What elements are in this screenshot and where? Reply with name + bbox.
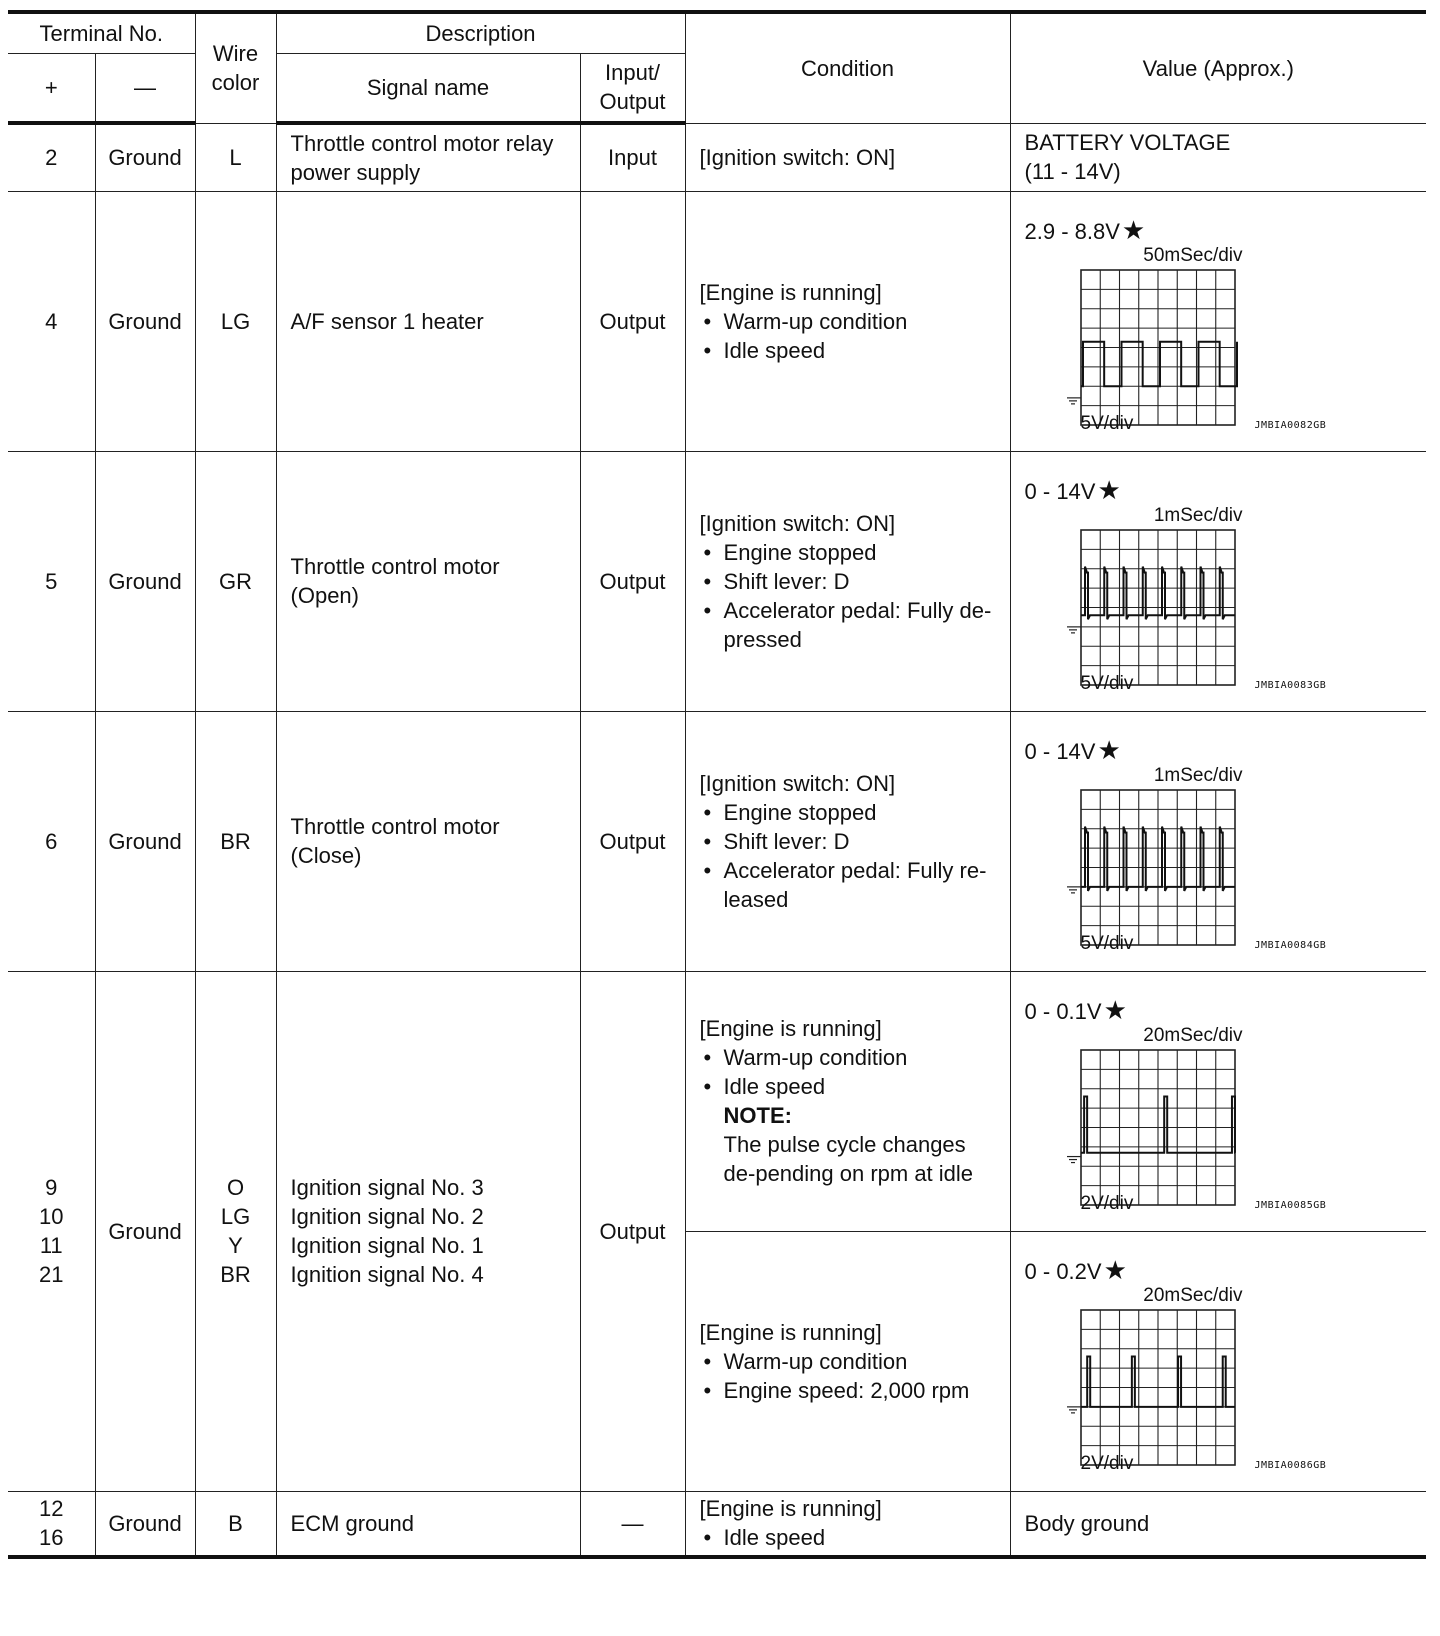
value xyxy=(1010,123,1426,191)
wire-color: BR xyxy=(195,711,276,971)
ground-marker-icon xyxy=(1067,1157,1081,1163)
oscilloscope-svg xyxy=(1025,1026,1335,1216)
star-icon: ★ xyxy=(1097,475,1121,505)
oscilloscope-figure xyxy=(1025,246,1335,436)
oscilloscope-figure xyxy=(1025,506,1335,696)
value-text: 0 - 14V xyxy=(1024,479,1096,504)
terminal-minus: Ground xyxy=(95,711,195,971)
condition xyxy=(685,1491,1010,1557)
terminal-plus: 2 xyxy=(8,123,95,191)
time-div-label: 20mSec/div xyxy=(1143,1285,1243,1306)
oscilloscope-svg xyxy=(1025,246,1335,436)
time-div-label: 50mSec/div xyxy=(1143,245,1243,266)
signal-name-line: Ignition signal No. 2 xyxy=(290,1204,484,1229)
ground-marker-icon xyxy=(1067,887,1081,893)
table-row xyxy=(8,191,1426,451)
condition-bullet: • Warm-up condition xyxy=(700,1347,1000,1376)
oscilloscope-figure xyxy=(1025,1026,1335,1216)
condition-bullet: • Idle speed xyxy=(700,336,1000,365)
time-div-label: 20mSec/div xyxy=(1143,1025,1243,1046)
terminal-minus: Ground xyxy=(95,1491,195,1557)
note-body: The pulse cycle changes de-pending on rpm at idle xyxy=(723,1132,974,1186)
header-input-output: Input/ Output xyxy=(580,53,685,123)
waveform-trace xyxy=(1081,342,1237,387)
figure-code: JMBIA0084GB xyxy=(1254,940,1327,951)
star-icon: ★ xyxy=(1121,215,1146,245)
oscilloscope-svg xyxy=(1025,766,1335,956)
terminal-plus: 5 xyxy=(8,451,95,711)
terminal-minus: Ground xyxy=(95,123,195,191)
value-line xyxy=(1025,736,1427,766)
header-value: Value (Approx.) xyxy=(1010,12,1426,123)
value xyxy=(1010,451,1426,711)
header-terminal-no: Terminal No. xyxy=(8,12,195,53)
value xyxy=(1010,191,1426,451)
wire-color xyxy=(195,971,276,1491)
terminal-number: 12 xyxy=(39,1496,64,1522)
value-text: 0 - 0.2V xyxy=(1024,1259,1102,1284)
volt-div-label: 5V/div xyxy=(1080,413,1134,434)
condition xyxy=(685,191,1010,451)
wire-color: L xyxy=(195,123,276,191)
condition-bullet: • Engine stopped xyxy=(700,538,1000,567)
condition-bullet: • Accelerator pedal: Fully re-leased xyxy=(700,856,1000,914)
volt-div-label: 2V/div xyxy=(1080,1193,1134,1214)
condition-head: [Ignition switch: ON] xyxy=(699,510,896,536)
terminal-minus: Ground xyxy=(95,971,195,1491)
oscilloscope-svg xyxy=(1025,1286,1335,1476)
condition-head: [Engine is running] xyxy=(699,1016,882,1041)
header-description: Description xyxy=(276,12,685,53)
value-line xyxy=(1025,476,1427,506)
time-div-label: 1mSec/div xyxy=(1153,765,1243,786)
signal-name-line: Ignition signal No. 3 xyxy=(290,1175,484,1200)
value-line xyxy=(1025,1256,1427,1286)
terminal-plus xyxy=(8,971,95,1491)
value: Body ground xyxy=(1010,1491,1426,1557)
condition xyxy=(685,123,1010,191)
condition-bullet: • Shift lever: D xyxy=(700,567,1000,596)
figure-code: JMBIA0082GB xyxy=(1254,420,1327,431)
oscilloscope-grid xyxy=(1081,1050,1235,1205)
oscilloscope-figure xyxy=(1025,1286,1335,1476)
ground-marker-icon xyxy=(1067,627,1081,633)
signal-name xyxy=(276,971,580,1491)
value-text: 2.9 - 8.8V xyxy=(1024,219,1120,244)
value-text: 0 - 0.1V xyxy=(1024,999,1102,1024)
wire-color-value: Y xyxy=(228,1233,243,1258)
table-row xyxy=(8,971,1426,1231)
star-icon: ★ xyxy=(1103,995,1127,1025)
condition-bullet: • Warm-up condition xyxy=(700,307,1000,336)
terminal-number: 21 xyxy=(39,1262,64,1287)
signal-name-line: Ignition signal No. 1 xyxy=(290,1233,484,1258)
terminal-plus: 6 xyxy=(8,711,95,971)
table-row xyxy=(8,123,1426,191)
value xyxy=(1010,971,1426,1231)
wire-color: LG xyxy=(195,191,276,451)
header-condition: Condition xyxy=(685,12,1010,123)
terminal-plus: 4 xyxy=(8,191,95,451)
value-line xyxy=(1025,216,1427,246)
input-output: Output xyxy=(580,711,685,971)
wire-color-value: O xyxy=(226,1175,245,1200)
condition-bullet: • Accelerator pedal: Fully de-pressed xyxy=(700,596,1000,654)
condition-bullet: • Shift lever: D xyxy=(700,827,1000,856)
wire-color-value: BR xyxy=(220,1262,251,1287)
condition-head: [Engine is running] xyxy=(699,1319,882,1345)
star-icon: ★ xyxy=(1097,735,1121,765)
signal-name-line: Ignition signal No. 4 xyxy=(290,1262,484,1287)
condition-bullet: • Idle speed xyxy=(700,1072,1000,1101)
signal-name: Throttle control motor relay power supply xyxy=(276,123,580,191)
condition-bullet: • Engine speed: 2,000 rpm xyxy=(700,1376,1000,1405)
condition-head: [Ignition switch: ON] xyxy=(699,770,896,796)
volt-div-label: 2V/div xyxy=(1080,1453,1134,1474)
signal-name: Throttle control motor (Close) xyxy=(276,711,580,971)
terminal-minus: Ground xyxy=(95,191,195,451)
time-div-label: 1mSec/div xyxy=(1153,505,1243,526)
condition xyxy=(685,711,1010,971)
terminal-number: 16 xyxy=(39,1525,64,1551)
input-output: Input xyxy=(580,123,685,191)
figure-code: JMBIA0083GB xyxy=(1254,680,1327,691)
header-wire-color: Wire color xyxy=(195,12,276,123)
volt-div-label: 5V/div xyxy=(1080,933,1134,954)
signal-name: ECM ground xyxy=(276,1491,580,1557)
signal-name: A/F sensor 1 heater xyxy=(276,191,580,451)
volt-div-label: 5V/div xyxy=(1080,673,1134,694)
header-minus: — xyxy=(95,53,195,123)
signal-name: Throttle control motor (Open) xyxy=(276,451,580,711)
wire-color-value: LG xyxy=(220,1204,251,1229)
condition-head: [Engine is running] xyxy=(699,279,882,305)
input-output: Output xyxy=(580,971,685,1491)
terminal-number: 10 xyxy=(39,1204,64,1229)
terminal-number: 9 xyxy=(45,1175,58,1200)
table-row xyxy=(8,451,1426,711)
ground-marker-icon xyxy=(1067,398,1081,404)
terminal-spec-table xyxy=(8,10,1426,1559)
input-output: Output xyxy=(580,191,685,451)
terminal-minus: Ground xyxy=(95,451,195,711)
input-output: Output xyxy=(580,451,685,711)
star-icon: ★ xyxy=(1103,1255,1127,1285)
header-signal-name: Signal name xyxy=(276,53,580,123)
condition-head: [Ignition switch: ON] xyxy=(699,144,896,170)
wire-color: GR xyxy=(195,451,276,711)
value-line: BATTERY VOLTAGE xyxy=(1024,130,1231,155)
input-output: — xyxy=(580,1491,685,1557)
value xyxy=(1010,711,1426,971)
condition-bullet: • Warm-up condition xyxy=(700,1043,1000,1072)
value-line: (11 - 14V) xyxy=(1024,159,1121,184)
condition-head: [Engine is running] xyxy=(699,1496,882,1522)
value-line xyxy=(1025,996,1427,1026)
condition xyxy=(685,1231,1010,1491)
value-text: 0 - 14V xyxy=(1024,739,1096,764)
oscilloscope-figure xyxy=(1025,766,1335,956)
condition xyxy=(685,451,1010,711)
figure-code: JMBIA0086GB xyxy=(1254,1460,1327,1471)
ground-marker-icon xyxy=(1067,1407,1081,1413)
table-row xyxy=(8,1491,1426,1557)
value xyxy=(1010,1231,1426,1491)
note-title: NOTE: xyxy=(723,1103,792,1128)
condition xyxy=(685,971,1010,1231)
terminal-plus xyxy=(8,1491,95,1557)
table-row xyxy=(8,711,1426,971)
condition-bullet: • Idle speed xyxy=(700,1523,1000,1552)
condition-bullet: • Engine stopped xyxy=(700,798,1000,827)
wire-color: B xyxy=(195,1491,276,1557)
terminal-number: 11 xyxy=(39,1233,63,1258)
header-plus: + xyxy=(8,53,95,123)
figure-code: JMBIA0085GB xyxy=(1254,1200,1327,1211)
oscilloscope-svg xyxy=(1025,506,1335,696)
oscilloscope-grid xyxy=(1081,1310,1235,1465)
